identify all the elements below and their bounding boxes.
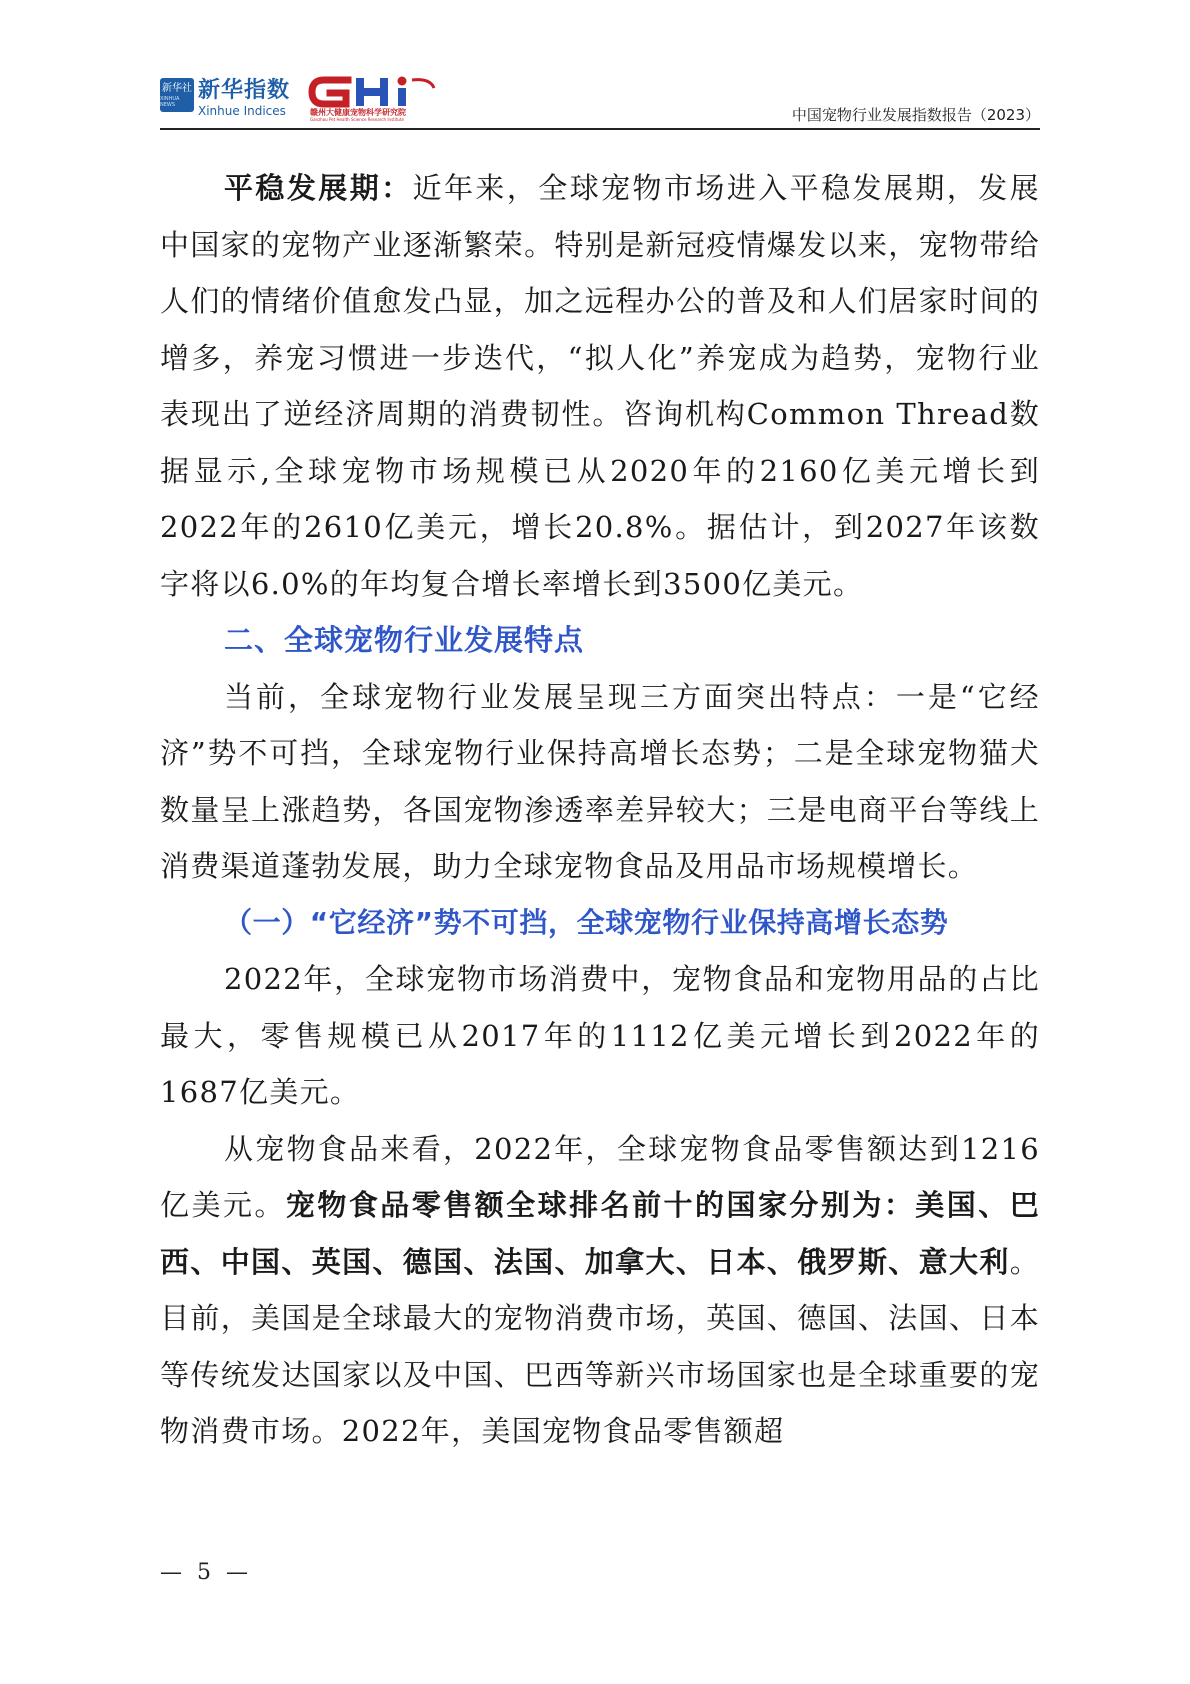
xinhua-badge-text: 新华社 bbox=[162, 82, 192, 94]
ghi-logo bbox=[308, 74, 438, 122]
xinhua-badge-icon bbox=[160, 78, 194, 112]
xinhua-indices-logo bbox=[160, 78, 290, 124]
paragraph-steady-development bbox=[160, 160, 1040, 612]
xinhua-name-cn: 新华指数 bbox=[198, 78, 291, 103]
paragraph-three-features bbox=[160, 669, 1040, 895]
xinhua-badge-subtext: XINHUA NEWS bbox=[160, 95, 180, 108]
paragraph-bold-text: 宠物食品零售额全球排名前十的国家分别为：美国、巴西、中国、英国、德国、法国、加拿大、日本、俄罗斯、意大利 bbox=[160, 1188, 1041, 1279]
section-heading: 二、全球宠物行业发展特点 bbox=[224, 623, 585, 657]
ghi-logo-icon bbox=[308, 74, 438, 110]
paragraph-text: 近年来，全球宠物市场进入平稳发展期，发展中国家的宠物产业逐渐繁荣。特别是新冠疫情爆发以来，宠物带给人们的情绪价值愈发凸显，加之远程办公的普及和人们居家时间的增多，养宠习惯进一步迭代，“拟人化”养宠成为趋势，宠物行业表现出了逆经济周期的消费韧性。咨询机构Common Thread数据显示,全球宠物市场规模已从2020年的2160亿美元增长到2022年的2610亿美元，增长20.8%。据估计，到2027年该数字将以6.0%的年均复合增长率增长到3500亿美元。 bbox=[160, 171, 1040, 601]
paragraph-text: 从宠物食品来看，2022年，全球宠物食品零售额达到1216亿美元。 bbox=[160, 1131, 1040, 1222]
header-divider bbox=[160, 128, 1040, 130]
paragraph-text: 2022年，全球宠物市场消费中，宠物食品和宠物用品的占比最大，零售规模已从2017年的1112亿美元增长到2022年的1687亿美元。 bbox=[160, 962, 1040, 1109]
page-header bbox=[160, 70, 1040, 132]
ghi-name-cn: 赣州大健康宠物科学研究院 bbox=[310, 108, 406, 117]
page-number: — 5 — bbox=[160, 1560, 252, 1585]
subsection-heading: （一）“它经济”势不可挡，全球宠物行业保持高增长态势 bbox=[224, 905, 949, 939]
paragraph-pet-food bbox=[160, 1121, 1040, 1460]
xinhua-name-en: Xinhue Indices bbox=[198, 104, 286, 118]
paragraph-text: 当前，全球宠物行业发展呈现三方面突出特点：一是“它经济”势不可挡，全球宠物行业保持高增长态势；二是全球宠物猫犬数量呈上涨趋势，各国宠物渗透率差异较大；三是电商平台等线上消费渠道蓬勃发展，助力全球宠物食品及用品市场规模增长。 bbox=[160, 679, 1040, 883]
page-content bbox=[160, 160, 1040, 1460]
paragraph-lead: 平稳发展期： bbox=[224, 171, 413, 205]
ghi-name-en: Ganzhou Pet Health Science Research Institute bbox=[310, 117, 404, 122]
paragraph-text: 。目前，美国是全球最大的宠物消费市场，英国、德国、法国、日本等传统发达国家以及中国、巴西等新兴市场国家也是全球重要的宠物消费市场。2022年，美国宠物食品零售额超 bbox=[160, 1244, 1040, 1448]
paragraph-market-size bbox=[160, 951, 1040, 1121]
report-title: 中国宠物行业发展指数报告（2023） bbox=[791, 106, 1040, 124]
